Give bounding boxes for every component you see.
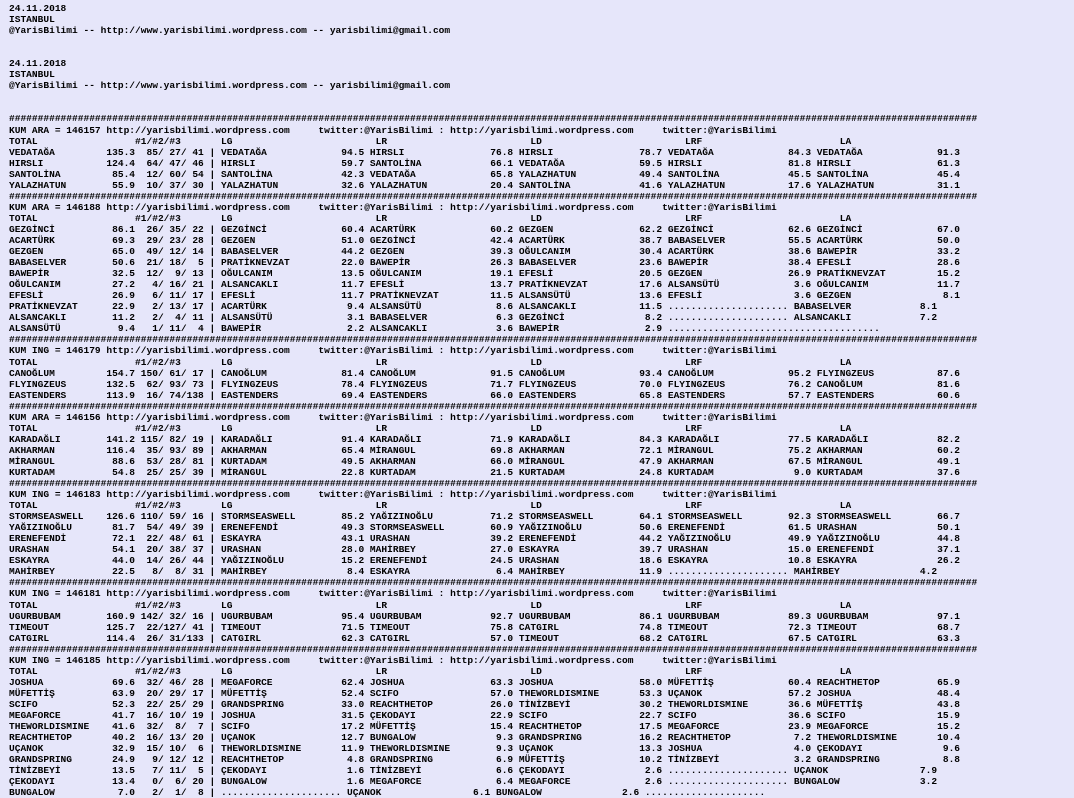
text-line: CATGIRL 114.4 26/ 31/133 | CATGIRL 62.3 CATGIRL 57.0 TIMEOUT 68.2 CATGIRL 67.5 CATGIRL 63.3 (9, 632, 961, 644)
text-line: TIMEOUT 125.7 22/127/ 41 | TIMEOUT 71.5 TIMEOUT 75.8 CATGIRL 74.8 TIMEOUT 72.3 TIMEOUT 68.7 (9, 621, 961, 633)
text-line: ######################################################################################################################################################################### (9, 190, 978, 202)
text-line: TOTAL #1/#2/#3 LG LR LD LRF LA (9, 422, 852, 434)
text-line: VEDATAĞA 135.3 85/ 27/ 41 | VEDATAĞA 94.5 HIRSLI 76.8 HIRSLI 78.7 VEDATAĞA 84.3 VEDATAĞA 91.3 (9, 146, 961, 158)
text-line: KUM ARA = 146188 http://yarisbilimi.wordpress.com twitter:@YarisBilimi : http://yarisbilimi.wordpress.com twitter:@YarisBilimi (9, 201, 777, 213)
text-line: UÇANOK 32.9 15/ 10/ 6 | THEWORLDISMINE 11.9 THEWORLDISMINE 9.3 UÇANOK 13.3 JOSHUA 4.0 ÇEKODAYI 9.6 (9, 743, 961, 755)
text-line (9, 102, 977, 113)
text-line: @YarisBilimi -- http://www.yarisbilimi.wordpress.com -- yarisbilimi@gmail.com (9, 25, 451, 37)
text-line: MEGAFORCE 41.7 16/ 10/ 19 | JOSHUA 31.5 ÇEKODAYI 22.9 SCIFO 22.7 SCIFO 36.6 SCIFO 15.9 (9, 710, 961, 721)
text-line: MİRANGUL 88.6 53/ 28/ 81 | KURTADAM 49.5 AKHARMAN 66.0 MİRANGUL 47.9 AKHARMAN 67.5 MİRANGUL 49.1 (9, 455, 961, 467)
text-line: AKHARMAN 116.4 35/ 93/ 89 | AKHARMAN 65.4 MİRANGUL 69.8 AKHARMAN 72.1 MİRANGUL 75.2 AKHARMAN 60.2 (9, 444, 961, 456)
text-line: THEWORLDISMINE 41.6 32/ 8/ 7 | SCIFO 17.2 MÜFETTİŞ 15.4 REACHTHETOP 17.5 MEGAFORCE 23.9 MEGAFORCE 15.2 (9, 721, 961, 733)
text-line: GEZGEN 65.0 49/ 12/ 14 | BABASELVER 44.2 GEZGEN 39.3 OĞULCANIM 30.4 ACARTÜRK 38.6 BAWEPİR 33.2 (9, 246, 961, 258)
text-line: URASHAN 54.1 20/ 38/ 37 | URASHAN 28.0 MAHİRBEY 27.0 ESKAYRA 39.7 URASHAN 15.0 ERENEFENDİ 37.1 (9, 544, 961, 556)
text-line: EFESLİ 26.9 6/ 11/ 17 | EFESLİ 11.7 PRATİKNEVZAT 11.5 ALSANSÜTÜ 13.6 EFESLİ 3.6 GEZGEN 8.1 (9, 290, 961, 302)
text-line: REACHTHETOP 40.2 16/ 13/ 20 | UÇANOK 12.7 BUNGALOW 9.3 GRANDSPRING 16.2 REACHTHETOP 7.2 THEWORLDISMINE 10.4 (9, 732, 961, 744)
text-line: EASTENDERS 113.9 16/ 74/138 | EASTENDERS 69.4 EASTENDERS 66.0 EASTENDERS 65.8 EASTENDERS 57.7 EASTENDERS 60.6 (9, 389, 961, 401)
text-line: ALSANCAKLI 11.2 2/ 4/ 11 | ALSANSÜTÜ 3.1 BABASELVER 6.3 GEZGİNCİ 8.2 ..................... ALSANCAKLI 7.2 (9, 312, 938, 324)
text-line: YALAZHATUN 55.9 10/ 37/ 30 | YALAZHATUN 32.6 YALAZHATUN 20.4 SANTOLİNA 41.6 YALAZHATUN 17.6 YALAZHATUN 31.1 (9, 179, 961, 191)
text-line: KURTADAM 54.8 25/ 25/ 39 | MİRANGUL 22.8 KURTADAM 21.5 KURTADAM 24.8 KURTADAM 9.0 KURTADAM 37.6 (9, 466, 961, 478)
text-line: UGURBUBAM 160.9 142/ 32/ 16 | UGURBUBAM 95.4 UGURBUBAM 92.7 UGURBUBAM 86.1 UGURBUBAM 89.3 UGURBUBAM 97.1 (9, 610, 961, 622)
text-line: ÇEKODAYI 13.4 0/ 6/ 20 | BUNGALOW 1.6 MEGAFORCE 6.4 MEGAFORCE 2.6 ..................... BUNGALOW 3.2 (9, 776, 938, 788)
text-line: ######################################################################################################################################################################### (9, 643, 978, 655)
text-line (9, 91, 977, 102)
text-line: ######################################################################################################################################################################### (9, 577, 978, 589)
text-line: TİNİZBEYİ 13.5 7/ 11/ 5 | ÇEKODAYI 1.6 TİNİZBEYİ 6.6 ÇEKODAYI 2.6 ..................... UÇANOK 7.9 (9, 765, 938, 777)
text-line: SANTOLİNA 85.4 12/ 60/ 54 | SANTOLİNA 42.3 VEDATAĞA 65.8 YALAZHATUN 49.4 SANTOLİNA 45.5 SANTOLİNA 45.4 (9, 168, 961, 180)
text-line: @YarisBilimi -- http://www.yarisbilimi.wordpress.com -- yarisbilimi@gmail.com (9, 80, 451, 92)
text-line: YAĞIZINOĞLU 81.7 54/ 49/ 39 | ERENEFENDİ 49.3 STORMSEASWELL 60.9 YAĞIZINOĞLU 50.6 ERENEFENDİ 61.5 URASHAN 50.1 (9, 522, 961, 534)
text-line: TOTAL #1/#2/#3 LG LR LD LRF LA (9, 135, 852, 147)
text-line: ACARTÜRK 69.3 29/ 23/ 28 | GEZGEN 51.0 GEZGİNCİ 42.4 ACARTÜRK 38.7 BABASELVER 55.5 ACARTÜRK 50.0 (9, 234, 961, 246)
text-line: JOSHUA 69.6 32/ 46/ 28 | MEGAFORCE 62.4 JOSHUA 63.3 JOSHUA 58.0 MÜFETTİŞ 60.4 REACHTHETOP 65.9 (9, 676, 961, 688)
text-line: CANOĞLUM 154.7 150/ 61/ 17 | CANOĞLUM 81.4 CANOĞLUM 91.5 CANOĞLUM 93.4 CANOĞLUM 95.2 FLYINGZEUS 87.6 (9, 367, 961, 379)
text-line: FLYINGZEUS 132.5 62/ 93/ 73 | FLYINGZEUS 78.4 FLYINGZEUS 71.7 FLYINGZEUS 70.0 FLYINGZEUS 76.2 CANOĞLUM 81.6 (9, 378, 961, 390)
text-line: MÜFETTİŞ 63.9 20/ 29/ 17 | MÜFETTİŞ 52.4 SCIFO 57.0 THEWORLDISMINE 53.3 UÇANOK 57.2 JOSHUA 48.4 (9, 687, 961, 699)
text-line: HIRSLI 124.4 64/ 47/ 46 | HIRSLI 59.7 SANTOLİNA 66.1 VEDATAĞA 59.5 HIRSLI 81.8 HIRSLI 61.3 (9, 157, 961, 169)
text-line: GEZGİNCİ 86.1 26/ 35/ 22 | GEZGİNCİ 60.4 ACARTÜRK 60.2 GEZGEN 62.2 GEZGİNCİ 62.6 GEZGİNCİ 67.0 (9, 223, 961, 235)
results-text (9, 3, 977, 798)
text-line: ######################################################################################################################################################################### (9, 334, 978, 346)
text-line: KUM ING = 146179 http://yarisbilimi.wordpress.com twitter:@YarisBilimi : http://yarisbilimi.wordpress.com twitter:@YarisBilimi (9, 345, 777, 357)
text-line (9, 47, 977, 58)
text-line: STORMSEASWELL 126.6 110/ 59/ 16 | STORMSEASWELL 85.2 YAĞIZINOĞLU 71.2 STORMSEASWELL 64.1 STORMSEASWELL 92.3 STORMSEASWELL 66.7 (9, 511, 961, 523)
text-line: 24.11.2018 (9, 3, 67, 14)
text-line: KUM ARA = 146156 http://yarisbilimi.wordpress.com twitter:@YarisBilimi : http://yarisbilimi.wordpress.com twitter:@YarisBilimi (9, 411, 777, 423)
text-line: KUM ING = 146181 http://yarisbilimi.wordpress.com twitter:@YarisBilimi : http://yarisbilimi.wordpress.com twitter:@YarisBilimi (9, 588, 777, 600)
text-line: ######################################################################################################################################################################### (9, 478, 978, 490)
text-line: KUM ARA = 146157 http://yarisbilimi.wordpress.com twitter:@YarisBilimi : http://yarisbilimi.wordpress.com twitter:@YarisBilimi (9, 124, 777, 136)
text-line: BUNGALOW 7.0 2/ 1/ 8 | ..................... UÇANOK 6.1 BUNGALOW 2.6 ..................... (9, 787, 766, 798)
text-line: KARADAĞLI 141.2 115/ 82/ 19 | KARADAĞLI 91.4 KARADAĞLI 71.9 KARADAĞLI 84.3 KARADAĞLI 77.5 KARADAĞLI 82.2 (9, 433, 961, 445)
text-line: TOTAL #1/#2/#3 LG LR LD LRF LA (9, 599, 852, 611)
text-line: ESKAYRA 44.0 14/ 26/ 44 | YAĞIZINOĞLU 15.2 ERENEFENDİ 24.5 URASHAN 18.6 ESKAYRA 10.8 ESKAYRA 26.2 (9, 555, 961, 567)
text-line: ######################################################################################################################################################################### (9, 400, 978, 412)
text-line: ALSANSÜTÜ 9.4 1/ 11/ 4 | BAWEPİR 2.2 ALSANCAKLI 3.6 BAWEPİR 2.9 ..................................... (9, 323, 880, 335)
text-line: KUM ING = 146185 http://yarisbilimi.wordpress.com twitter:@YarisBilimi : http://yarisbilimi.wordpress.com twitter:@YarisBilimi (9, 654, 777, 666)
text-line: ######################################################################################################################################################################### (9, 113, 978, 125)
text-line: TOTAL #1/#2/#3 LG LR LD LRF LA (9, 500, 852, 512)
text-line: ISTANBUL (9, 14, 55, 26)
text-line: PRATİKNEVZAT 22.9 2/ 13/ 17 | ACARTÜRK 9.4 ALSANSÜTÜ 8.6 ALSANCAKLI 11.5 ..................... BABASELVER 8.1 (9, 301, 938, 313)
text-line: TOTAL #1/#2/#3 LG LR LD LRF LA (9, 665, 852, 677)
text-line: OĞULCANIM 27.2 4/ 16/ 21 | ALSANCAKLI 11.7 EFESLİ 13.7 PRATİKNEVZAT 17.6 ALSANSÜTÜ 3.6 OĞULCANIM 11.7 (9, 279, 961, 291)
text-line: BABASELVER 50.6 21/ 18/ 5 | PRATİKNEVZAT 22.0 BAWEPİR 26.3 BABASELVER 23.6 BAWEPİR 38.4 EFESLİ 28.6 (9, 257, 961, 269)
text-line: ERENEFENDİ 72.1 22/ 48/ 61 | ESKAYRA 43.1 URASHAN 39.2 ERENEFENDİ 44.2 YAĞIZINOĞLU 49.9 YAĞIZINOĞLU 44.8 (9, 533, 961, 545)
text-line: MAHİRBEY 22.5 8/ 8/ 31 | MAHİRBEY 8.4 ESKAYRA 6.4 MAHİRBEY 11.9 ..................... MAHİRBEY 4.2 (9, 566, 938, 578)
text-line: TOTAL #1/#2/#3 LG LR LD LRF LA (9, 212, 852, 224)
text-line: KUM ING = 146183 http://yarisbilimi.wordpress.com twitter:@YarisBilimi : http://yarisbilimi.wordpress.com twitter:@YarisBilimi (9, 489, 777, 501)
text-line: SCIFO 52.3 22/ 25/ 29 | GRANDSPRING 33.0 REACHTHETOP 26.0 TİNİZBEYİ 30.2 THEWORLDISMINE 36.6 MÜFETTİŞ 43.8 (9, 698, 961, 710)
text-line: GRANDSPRING 24.9 9/ 12/ 12 | REACHTHETOP 4.8 GRANDSPRING 6.9 MÜFETTİŞ 10.2 TİNİZBEYİ 3.2 GRANDSPRING 8.8 (9, 754, 961, 766)
text-line (9, 36, 977, 47)
text-line: TOTAL #1/#2/#3 LG LR LD LRF LA (9, 356, 852, 368)
text-line: ISTANBUL (9, 69, 55, 81)
text-line: BAWEPİR 32.5 12/ 9/ 13 | OĞULCANIM 13.5 OĞULCANIM 19.1 EFESLİ 20.5 GEZGEN 26.9 PRATİKNEVZAT 15.2 (9, 268, 961, 280)
text-line: 24.11.2018 (9, 58, 67, 70)
